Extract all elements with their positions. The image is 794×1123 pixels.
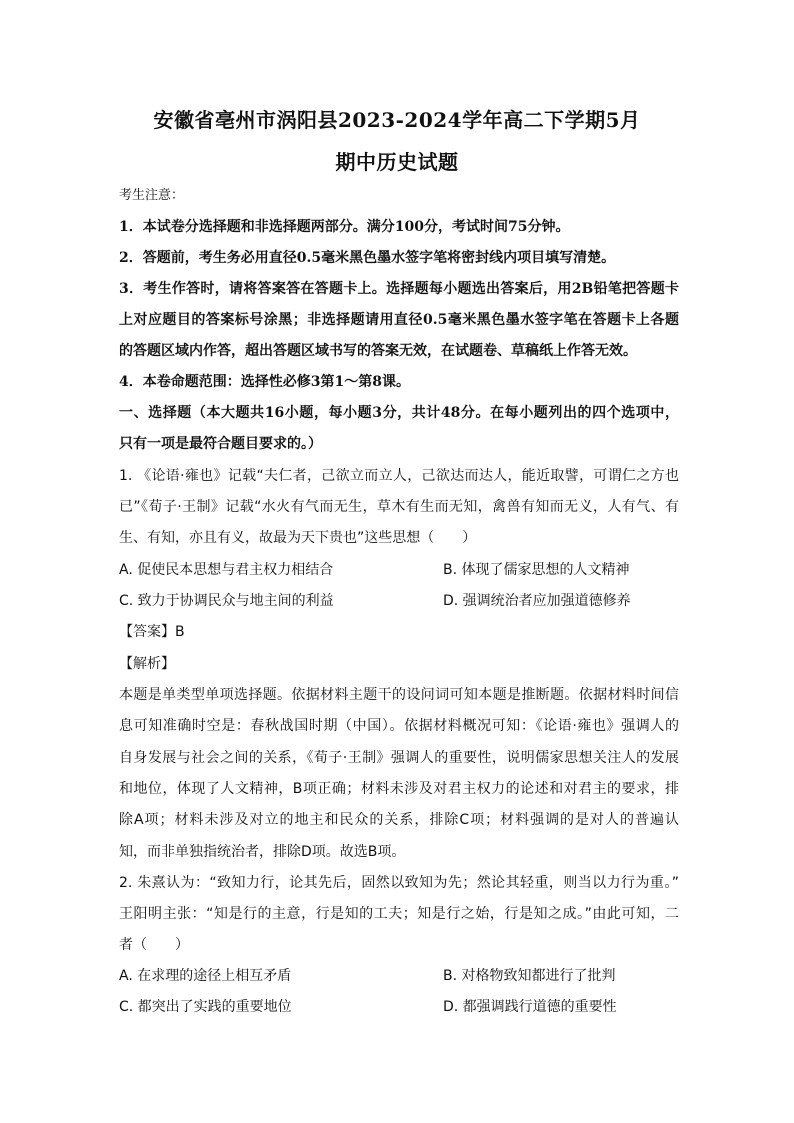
question-1-analysis-line: 知，而非单独指统治者，排除D项。故选B项。 xyxy=(119,844,406,860)
question-1-analysis-line: 和地位，体现了人文精神，B项正确；材料未涉及对君主权力的论述和对君主的要求，排 xyxy=(119,781,679,797)
question-1-answer: 【答案】B xyxy=(119,624,185,640)
question-2-stem-line: 者（ ） xyxy=(119,937,189,953)
question-1-option-a: A. 促使民本思想与君主权力相结合 xyxy=(119,562,334,578)
question-1-option-c: C. 致力于协调民众与地主间的利益 xyxy=(119,593,334,609)
document-title-line-1: 安徽省亳州市涡阳县2023-2024学年高二下学期5月 xyxy=(153,108,641,132)
notice-item: 1．本试卷分选择题和非选择题两部分。满分100分，考试时间75分钟。 xyxy=(119,219,570,235)
question-1-stem-line: 生、有知，亦且有义，故最为天下贵也”这些思想（ ） xyxy=(119,530,477,546)
question-2-option-d: D. 都强调践行道德的重要性 xyxy=(443,999,617,1015)
question-1-option-d: D. 强调统治者应加强道德修养 xyxy=(443,593,631,609)
notice-item: 的答题区域内作答，超出答题区域书写的答案无效，在试题卷、草稿纸上作答无效。 xyxy=(119,343,637,359)
section-heading-line-1: 一、选择题（本大题共16小题，每小题3分，共计48分。在每小题列出的四个选项中， xyxy=(119,405,679,421)
notice-heading: 考生注意： xyxy=(119,188,185,203)
notice-item: 4．本卷命题范围：选择性必修3第1～第8课。 xyxy=(119,374,410,390)
question-1-stem-line: 1. 《论语·雍也》记载“夫仁者，己欲立而立人，己欲达而达人，能近取譬，可谓仁之方也 xyxy=(119,468,679,484)
question-2-stem-line: 王阳明主张：“知是行的主意，行是知的工夫；知是行之始，行是知之成。”由此可知，二 xyxy=(119,906,679,922)
notice-item: 3．考生作答时，请将答案答在答题卡上。选择题每小题选出答案后，用2B铅笔把答题卡 xyxy=(119,281,679,297)
question-1-analysis-line: 自身发展与社会之间的关系，《荀子·王制》强调人的重要性，说明儒家思想关注人的发展 xyxy=(119,750,679,766)
question-1-analysis-line: 息可知准确时空是：春秋战国时期（中国）。依据材料概况可知：《论语·雍也》强调人的 xyxy=(119,718,679,734)
notice-item: 2．答题前，考生务必用直径0.5毫米黑色墨水签字笔将密封线内项目填写清楚。 xyxy=(119,250,616,266)
document-title-line-2: 期中历史试题 xyxy=(335,150,459,174)
section-heading-line-2: 只有一项是最符合题目要求的。） xyxy=(119,436,322,452)
question-2-option-c: C. 都突出了实践的重要地位 xyxy=(119,999,292,1015)
question-1-analysis-label: 【解析】 xyxy=(119,656,175,672)
question-1-analysis-line: 除A项；材料未涉及对立的地主和民众的关系，排除C项；材料强调的是对人的普遍认 xyxy=(119,812,679,828)
question-2-option-b: B. 对格物致知都进行了批判 xyxy=(443,968,616,984)
question-1-analysis-line: 本题是单类型单项选择题。依据材料主题干的设问词可知本题是推断题。依据材料时间信 xyxy=(119,687,679,703)
question-2-stem-line: 2. 朱熹认为：“致知力行，论其先后，固然以致知为先；然论其轻重，则当以力行为重。” xyxy=(119,875,679,891)
question-1-stem-line: 已”《荀子·王制》记载“水火有气而无生，草木有生而无知，禽兽有知而无义，人有气、有 xyxy=(119,499,679,515)
question-1-option-b: B. 体现了儒家思想的人文精神 xyxy=(443,562,630,578)
notice-item: 上对应题目的答案标号涂黑；非选择题请用直径0.5毫米黑色墨水签字笔在答题卡上各题 xyxy=(119,312,679,328)
question-2-option-a: A. 在求理的途径上相互矛盾 xyxy=(119,968,292,984)
